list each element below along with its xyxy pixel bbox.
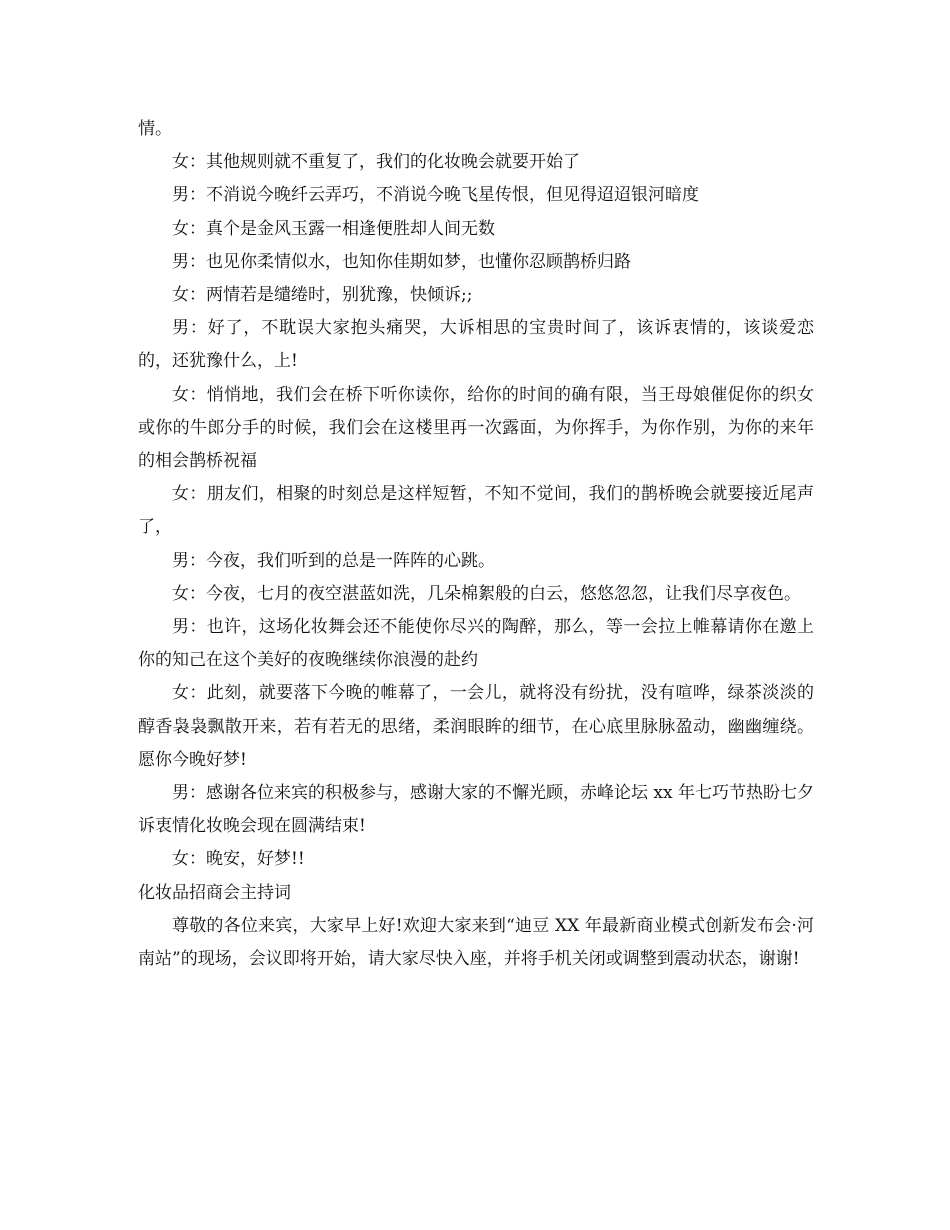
paragraph: 男：也许，这场化妆舞会还不能使你尽兴的陶醉，那么，等一会拉上帷幕请你在邀上你的知己在这个美好的夜晚继续你浪漫的赴约: [138, 617, 814, 671]
paragraph: 尊敬的各位来宾，大家早上好!欢迎大家来到“迪豆 XX 年最新商业模式创新发布会·河南站”的现场，会议即将开始，请大家尽快入座，并将手机关闭或调整到震动状态，谢谢!: [138, 915, 814, 970]
paragraph: 女：朋友们，相聚的时刻总是这样短暂，不知不觉间，我们的鹊桥晚会就要接近尾声了，: [138, 484, 814, 538]
paragraph-continuation: 情。: [138, 119, 172, 139]
paragraph: 男：今夜，我们听到的总是一阵阵的心跳。: [172, 550, 495, 571]
paragraph: 女：其他规则就不重复了，我们的化妆晚会就要开始了: [172, 152, 580, 173]
document-body: [138, 113, 814, 976]
paragraph: 女：今夜，七月的夜空湛蓝如洗，几朵棉絮般的白云，悠悠忽忽，让我们尽享夜色。: [172, 583, 801, 604]
paragraph: 女：晚安，好梦!!: [172, 849, 305, 870]
paragraph: 男：感谢各位来宾的积极参与，感谢大家的不懈光顾，赤峰论坛 xx 年七巧节热盼七夕诉衷情化妆晚会现在圆满结束!: [138, 783, 814, 837]
paragraph: 女：悄悄地，我们会在桥下听你读你，给你的时间的确有限，当王母娘催促你的织女或你的牛郎分手的时候，我们会在这楼里再一次露面，为你挥手，为你作别，为你的来年的相会鹊桥祝福: [138, 384, 814, 472]
paragraph: 男：也见你柔情似水，也知你佳期如梦，也懂你忍顾鹊桥归路: [172, 251, 631, 272]
paragraph: 女：两情若是缱绻时，别犹豫，快倾诉;;: [172, 285, 473, 306]
paragraph: 男：不消说今晚纤云弄巧，不消说今晚飞星传恨，但见得迢迢银河暗度: [172, 185, 699, 206]
paragraph: 男：好了，不耽误大家抱头痛哭，大诉相思的宝贵时间了，该诉衷情的，该谈爱恋的，还犹豫什么，上!: [138, 318, 814, 372]
paragraph: 女：真个是金风玉露一相逢便胜却人间无数: [172, 218, 495, 239]
paragraph: 女：此刻，就要落下今晚的帷幕了，一会儿，就将没有纷扰，没有喧哗，绿茶淡淡的醇香袅袅飘散开来，若有若无的思绪，柔润眼眸的细节，在心底里脉脉盈动，幽幽缠绕。愿你今晚好梦!: [138, 683, 814, 770]
section-heading: 化妆品招商会主持词: [138, 882, 291, 903]
